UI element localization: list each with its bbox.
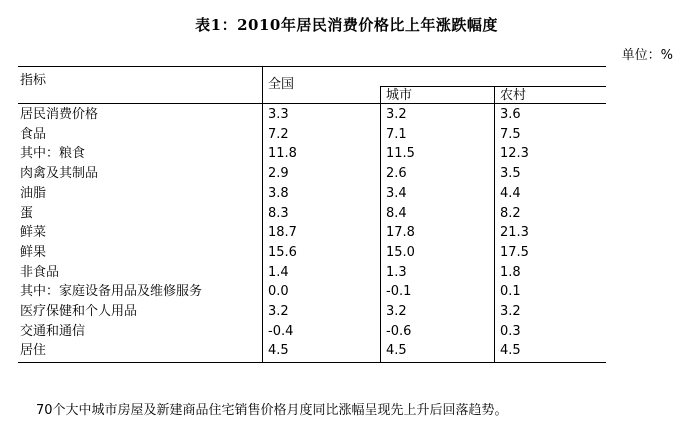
row-rural-value: 3.2: [500, 304, 521, 319]
row-urban-value: 17.8: [386, 225, 415, 241]
row-national-value: 2.9: [268, 166, 289, 182]
table-title: 表1：2010年居民消费价格比上年涨跌幅度: [195, 16, 498, 34]
row-urban-value: 15.0: [386, 244, 415, 260]
row-urban-value: 8.4: [386, 205, 407, 221]
row-rural-value: 4.4: [500, 185, 521, 201]
col-divider-rural: [494, 86, 495, 362]
col-divider-national: [262, 66, 263, 362]
row-national-value: 11.8: [268, 146, 297, 162]
row-rural-value: 12.3: [500, 146, 529, 162]
row-label: 鲜果: [20, 244, 47, 260]
row-rural-value: 7.5: [500, 126, 521, 142]
subheader-rule: [380, 86, 606, 87]
row-label: 非食品: [20, 264, 60, 280]
row-rural-value: 17.5: [500, 244, 529, 260]
row-label: 鲜菜: [20, 225, 47, 241]
unit-label: 单位：%: [621, 48, 673, 63]
row-urban-value: -0.1: [386, 284, 412, 300]
table-bottom-rule: [18, 362, 606, 363]
row-label: 居住: [20, 343, 47, 359]
row-rural-value: 21.3: [500, 225, 529, 241]
header-national: 全国: [268, 77, 295, 92]
row-national-value: 18.7: [268, 225, 297, 241]
row-rural-value: 4.5: [500, 343, 521, 359]
row-national-value: 3.8: [268, 185, 289, 201]
row-national-value: 0.0: [268, 284, 289, 300]
col-divider-urban: [380, 86, 381, 362]
row-label: 居民消费价格: [20, 107, 99, 122]
row-label: 其中：粮食: [20, 146, 86, 162]
row-rural-value: 0.3: [500, 323, 521, 339]
row-label: 交通和通信: [20, 323, 86, 339]
row-label: 油脂: [20, 185, 47, 201]
row-urban-value: 11.5: [386, 146, 415, 162]
row-urban-value: -0.6: [386, 323, 412, 339]
row-label: 医疗保健和个人用品: [20, 304, 138, 319]
footnote: 70个大中城市房屋及新建商品住宅销售价格月度同比涨幅呈现先上升后回落趋势。: [36, 403, 508, 418]
row-national-value: -0.4: [268, 323, 294, 339]
row-urban-value: 3.2: [386, 304, 407, 319]
row-urban-value: 1.3: [386, 264, 407, 280]
row-rural-value: 8.2: [500, 205, 521, 221]
row-national-value: 8.3: [268, 205, 289, 221]
row-label: 其中：家庭设备用品及维修服务: [20, 284, 203, 300]
row-urban-value: 7.1: [386, 126, 407, 142]
row-urban-value: 4.5: [386, 343, 407, 359]
row-urban-value: 3.4: [386, 185, 407, 201]
header-rural: 农村: [500, 88, 527, 103]
row-rural-value: 1.8: [500, 264, 521, 280]
row-rural-value: 0.1: [500, 284, 521, 300]
row-rural-value: 3.5: [500, 166, 521, 182]
row-national-value: 3.2: [268, 304, 289, 319]
row-label: 食品: [20, 126, 47, 142]
row-national-value: 1.4: [268, 264, 289, 280]
row-urban-value: 2.6: [386, 166, 407, 182]
row-urban-value: 3.2: [386, 107, 407, 122]
row-label: 肉禽及其制品: [20, 166, 99, 182]
header-urban: 城市: [386, 88, 413, 103]
table-top-rule: [18, 66, 606, 67]
header-indicator: 指标: [20, 73, 47, 88]
row-label: 蛋: [20, 205, 34, 221]
row-national-value: 15.6: [268, 244, 297, 260]
row-national-value: 4.5: [268, 343, 289, 359]
row-rural-value: 3.6: [500, 107, 521, 122]
row-national-value: 3.3: [268, 107, 289, 122]
row-national-value: 7.2: [268, 126, 289, 142]
